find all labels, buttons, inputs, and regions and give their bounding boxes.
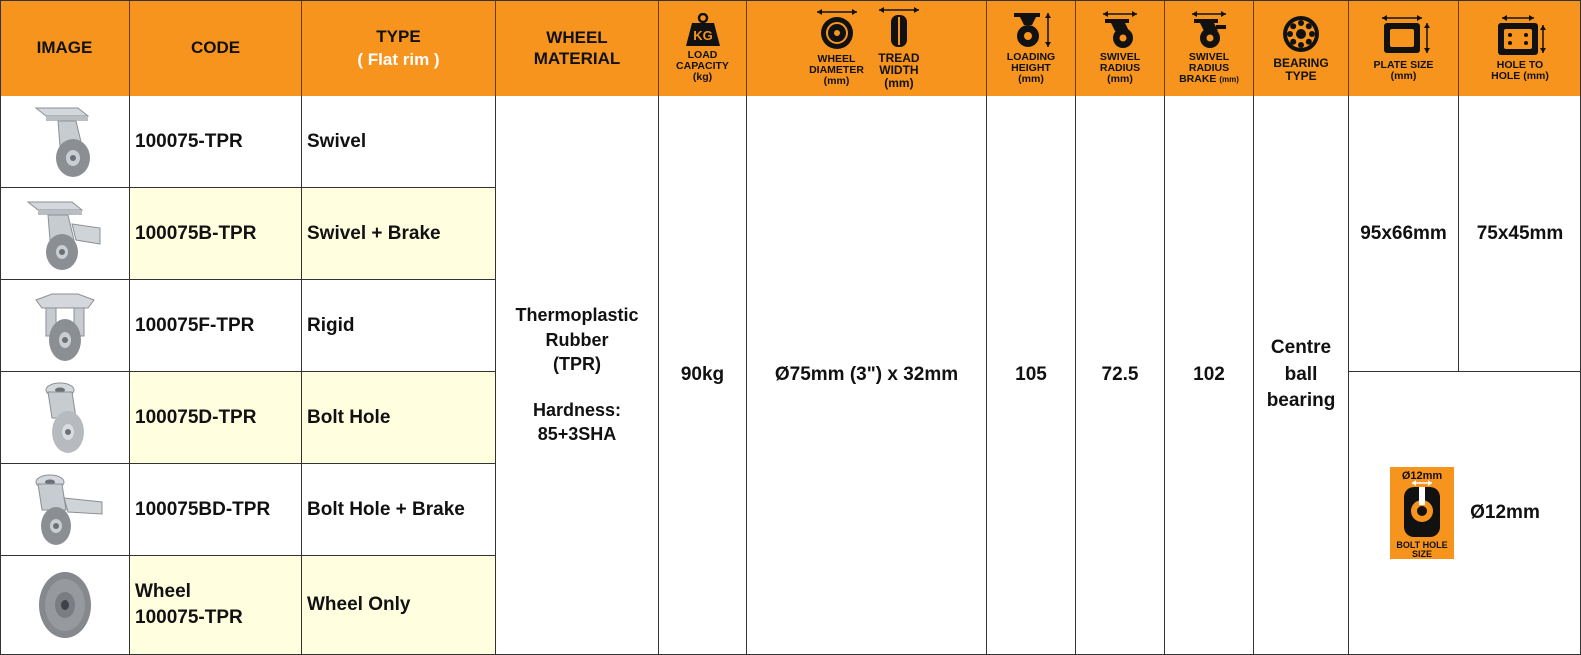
header-swivel-radius-brake-line3: [1179, 74, 1239, 85]
row-2-type: [302, 188, 496, 280]
bolt-hole-size-icon: [1390, 467, 1454, 559]
bearing-type-value: [1267, 335, 1336, 415]
bolt-hole-size-value: Ø12mm: [1470, 502, 1540, 524]
weight-icon-label: KG: [692, 28, 713, 44]
bolt-hole-icon-top-label: Ø12mm: [1401, 470, 1443, 482]
swivel-radius-icon: [1097, 11, 1143, 49]
header-tread-width-line3: (mm): [884, 75, 914, 90]
row-3-type: [302, 280, 496, 372]
row-3-type-text: Rigid: [307, 314, 355, 336]
header-load-capacity: [659, 0, 747, 96]
rigid-caster-image: [30, 286, 100, 366]
loading-height-value: 105: [1015, 364, 1047, 386]
header-tread-width: [874, 7, 924, 89]
hole-to-hole-icon: [1492, 15, 1548, 57]
header-image: [0, 0, 130, 96]
row-2-image: [0, 188, 130, 280]
swivel-caster-image: [30, 102, 100, 182]
header-image-label: IMAGE: [36, 38, 93, 58]
header-wheel-diameter-line3: (mm): [823, 74, 850, 87]
wheel-size-value: Ø75mm (3") x 32mm: [774, 364, 959, 386]
wheel-size-cell: [747, 96, 987, 655]
material-line1: Thermoplastic: [515, 305, 639, 326]
row-1-code: [130, 96, 302, 188]
header-swivel-radius-line2: RADIUS: [1099, 62, 1141, 75]
hardness-line2: 85+3SHA: [537, 424, 617, 445]
row-3-code-text: 100075F-TPR: [135, 314, 255, 336]
bolt-hole-brake-caster-image: [20, 470, 110, 550]
row-2-type-text: Swivel + Brake: [307, 222, 441, 244]
material-line2: Rubber: [545, 329, 609, 350]
header-plate-size-line1: PLATE SIZE: [1373, 58, 1434, 71]
header-wheel-material-line2: MATERIAL: [533, 49, 621, 68]
bolt-hole-size-group: [1390, 467, 1540, 559]
loading-height-icon: [1008, 11, 1054, 49]
header-wheel-diameter: [809, 9, 864, 86]
row-6-code-text: [135, 579, 243, 630]
wheel-diameter-icon: [812, 9, 862, 51]
header-wheel-diameter-line1: WHEEL: [817, 53, 856, 66]
plate-size-icon: [1376, 15, 1432, 57]
row-4-image: [0, 372, 130, 464]
bearing-line2: ball: [1284, 363, 1318, 385]
bolt-hole-icon-bottom-label1: BOLT HOLE: [1396, 540, 1448, 550]
row-5-code-text: 100075BD-TPR: [135, 498, 271, 520]
header-plate-size-line2: (mm): [1390, 69, 1417, 82]
row-3-image: [0, 280, 130, 372]
header-swivel-radius-brake-line1: SWIVEL: [1188, 51, 1230, 64]
row-1-code-text: 100075-TPR: [135, 130, 243, 152]
material-line3: (TPR): [553, 353, 601, 374]
tread-width-icon: [874, 7, 924, 49]
bolt-hole-caster-image: [30, 378, 100, 458]
swivel-radius-brake-cell: [1165, 96, 1254, 655]
row-1-image: [0, 96, 130, 188]
row-6-type: [302, 556, 496, 655]
bearing-icon: [1281, 14, 1321, 54]
header-hole-to-hole-line2: HOLE (mm): [1491, 69, 1549, 82]
plate-size-cell: [1349, 96, 1459, 372]
header-swivel-radius-brake-line2: RADIUS: [1188, 62, 1230, 75]
header-bearing-type-line2: TYPE: [1285, 68, 1317, 83]
header-loading-height: [987, 0, 1076, 96]
row-5-image: [0, 464, 130, 556]
row-2-code-text: 100075B-TPR: [135, 222, 257, 244]
header-type-label: TYPE: [376, 26, 421, 46]
header-loading-height-line3: (mm): [1018, 72, 1044, 85]
row-2-code: [130, 188, 302, 280]
header-swivel-radius-line1: SWIVEL: [1099, 51, 1141, 64]
header-swivel-radius: [1076, 0, 1165, 96]
bolt-hole-size-cell: [1349, 372, 1581, 655]
header-loading-height-line2: HEIGHT: [1011, 62, 1051, 75]
row-4-code: [130, 372, 302, 464]
row-1-type: [302, 96, 496, 188]
header-wheel-diameter-line2: DIAMETER: [809, 64, 864, 77]
row-6-code-line1: Wheel: [135, 581, 191, 603]
load-capacity-value: 90kg: [680, 364, 725, 386]
header-swivel-radius-brake-word: BRAKE: [1179, 72, 1217, 85]
swivel-radius-brake-icon: [1186, 11, 1232, 49]
header-wheel-material-line1: WHEEL: [546, 27, 608, 47]
row-4-type: [302, 372, 496, 464]
swivel-radius-cell: [1076, 96, 1165, 655]
header-bearing-type-line1: BEARING: [1273, 56, 1329, 71]
header-swivel-radius-brake-unit: (mm): [1219, 74, 1239, 84]
row-5-type-text: Bolt Hole + Brake: [307, 498, 465, 520]
row-3-code: [130, 280, 302, 372]
header-plate-size: [1349, 0, 1459, 96]
row-6-image: [0, 556, 130, 655]
hole-to-hole-value: 75x45mm: [1476, 222, 1564, 244]
header-swivel-radius-line3: (mm): [1107, 72, 1133, 85]
row-5-type: [302, 464, 496, 556]
row-5-code: [130, 464, 302, 556]
header-tread-width-line1: TREAD: [878, 51, 920, 66]
header-wheel-material: [496, 0, 659, 96]
plate-size-value: 95x66mm: [1360, 222, 1447, 244]
header-hole-to-hole-line1: HOLE TO: [1496, 58, 1544, 71]
wheel-only-image: [30, 565, 100, 645]
row-4-type-text: Bolt Hole: [307, 406, 391, 428]
header-code-label: CODE: [190, 38, 241, 58]
row-6-code-line2: 100075-TPR: [135, 607, 243, 628]
header-wheel-dimensions: [747, 0, 987, 96]
header-tread-width-line2: WIDTH: [879, 63, 919, 78]
row-6-type-text: Wheel Only: [307, 594, 411, 616]
header-load-capacity-line1: LOAD: [687, 49, 718, 62]
header-type: [302, 0, 496, 96]
swivel-radius-brake-value: 102: [1193, 364, 1225, 386]
bearing-type-cell: [1254, 96, 1349, 655]
row-6-code: [130, 556, 302, 655]
wheel-material-cell: [496, 96, 659, 655]
header-hole-to-hole: [1459, 0, 1581, 96]
hole-to-hole-cell: [1459, 96, 1581, 372]
bearing-line1: Centre: [1270, 337, 1332, 359]
swivel-brake-caster-image: [20, 194, 110, 274]
header-load-capacity-line2: CAPACITY: [676, 60, 729, 73]
bolt-hole-icon-bottom-label2: SIZE: [1412, 549, 1433, 559]
row-1-type-text: Swivel: [307, 130, 367, 152]
material-spacer: [515, 376, 638, 398]
header-code: [130, 0, 302, 96]
header-load-capacity-line3: (kg): [692, 70, 713, 83]
loading-height-cell: [987, 96, 1076, 655]
wheel-material-text: [515, 303, 638, 446]
load-capacity-cell: [659, 96, 747, 655]
header-swivel-radius-brake: [1165, 0, 1254, 96]
header-type-sub: ( Flat rim ): [357, 50, 440, 69]
hardness-line1: Hardness:: [532, 400, 622, 421]
header-loading-height-line1: LOADING: [1006, 51, 1056, 64]
weight-icon: [684, 13, 722, 47]
header-bearing-type: [1254, 0, 1349, 96]
row-4-code-text: 100075D-TPR: [135, 406, 257, 428]
swivel-radius-value: 72.5: [1101, 364, 1139, 386]
bearing-line3: bearing: [1266, 390, 1336, 412]
